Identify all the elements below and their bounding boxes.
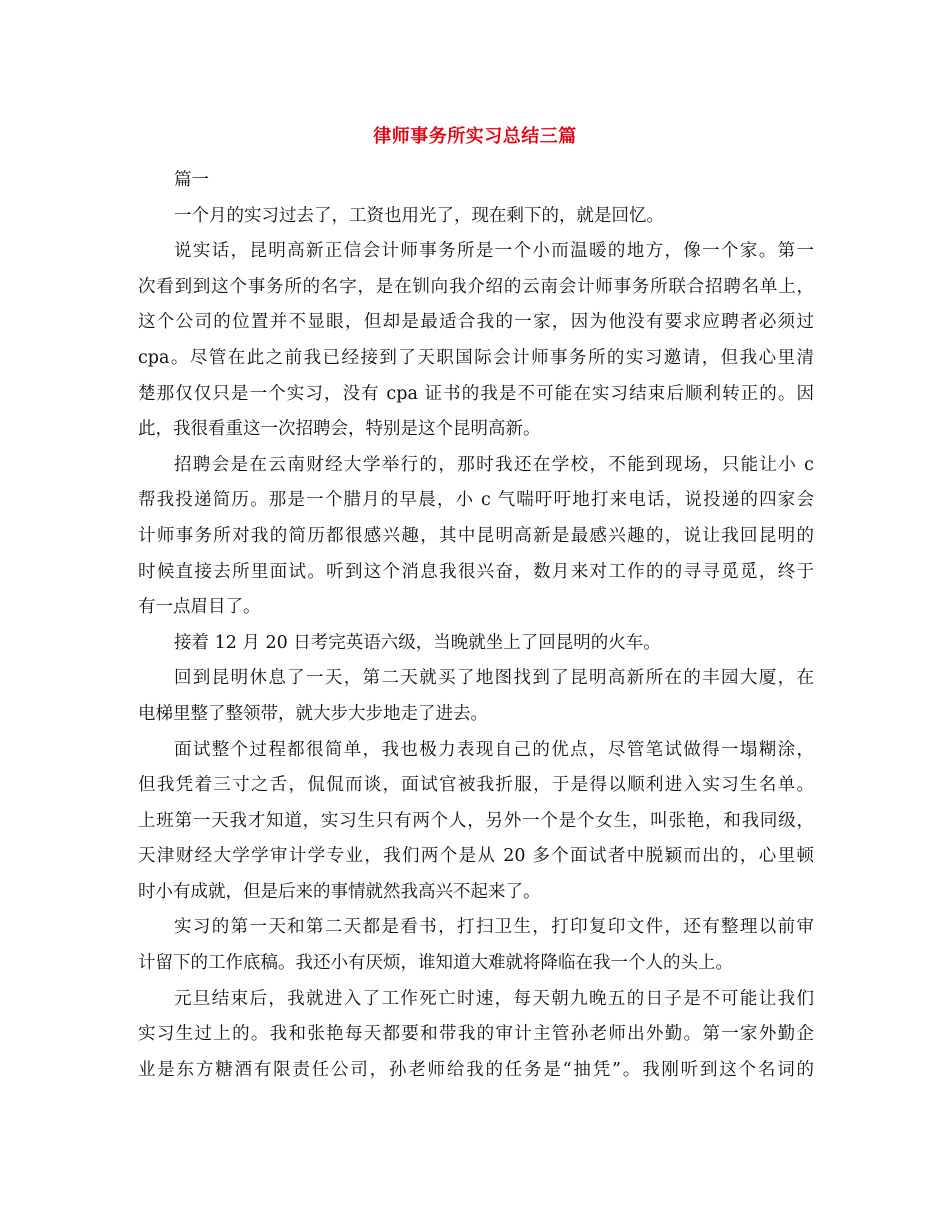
text-line: 元旦结束后，我就进入了工作死亡时速，每天朝九晚五的日子是不可能让我们 [174,988,814,1009]
text-line: 计师事务所对我的简历都很感兴趣，其中昆明高新是最感兴趣的，说让我回昆明的 [138,525,814,546]
text-line: 招聘会是在云南财经大学举行的，那时我还在学校，不能到现场，只能让小 c [174,454,814,475]
text-line: 时小有成就，但是后来的事情就然我高兴不起来了。 [138,881,541,902]
text-line: 天津财经大学学审计学专业，我们两个是从 20 多个面试者中脱颖而出的，心里顿 [138,846,814,867]
text-line: 接着 12 月 20 日考完英语六级，当晚就坐上了回昆明的火车。 [174,632,661,653]
text-line: 篇一 [174,170,209,190]
text-line: 实习的第一天和第二天都是看书，打扫卫生，打印复印文件，还有整理以前审 [174,917,814,938]
text-line: 业是东方糖酒有限责任公司，孙老师给我的任务是“抽凭”。我刚听到这个名词的 [138,1059,814,1080]
text-line: 时候直接去所里面试。听到这个消息我很兴奋，数月来对工作的的寻寻觅觅，终于 [138,561,814,582]
document-body [138,163,814,1088]
text-line: 楚那仅仅只是一个实习，没有 cpa 证书的我是不可能在实习结束后顺利转正的。因 [138,383,814,404]
text-line: cpa。尽管在此之前我已经接到了天职国际会计师事务所的实习邀请，但我心里清 [138,347,814,368]
text-line: 面试整个过程都很简单，我也极力表现自己的优点，尽管笔试做得一塌糊涂， [174,739,814,760]
text-line: 但我凭着三寸之舌，侃侃而谈，面试官被我折服，于是得以顺利进入实习生名单。 [138,775,814,796]
text-line: 次看到到这个事务所的名字，是在钏向我介绍的云南会计师事务所联合招聘名单上， [138,276,814,297]
text-line: 说实话，昆明高新正信会计师事务所是一个小而温暖的地方，像一个家。第一 [174,241,814,262]
text-line: 此，我很看重这一次招聘会，特别是这个昆明高新。 [138,419,541,440]
text-line: 回到昆明休息了一天，第二天就买了地图找到了昆明高新所在的丰园大厦，在 [174,668,814,689]
text-line: 一个月的实习过去了，工资也用光了，现在剩下的，就是回忆。 [174,205,664,226]
text-line: 有一点眉目了。 [138,597,261,618]
text-line: 上班第一天我才知道，实习生只有两个人，另外一个是个女生，叫张艳，和我同级， [138,810,814,831]
text-line: 帮我投递简历。那是一个腊月的早晨，小 c 气喘吁吁地打来电话，说投递的四家会 [138,490,814,511]
document-title: 律师事务所实习总结三篇 [373,126,577,147]
text-line: 计留下的工作底稿。我还小有厌烦，谁知道大难就将降临在我一个人的头上。 [138,953,733,974]
text-line: 电梯里整了整领带，就大步大步地走了进去。 [138,703,488,724]
text-line: 实习生过上的。我和张艳每天都要和带我的审计主管孙老师出外勤。第一家外勤企 [138,1024,814,1045]
text-line: 这个公司的位置并不显眼，但却是最适合我的一家，因为他没有要求应聘者必须过 [138,312,814,333]
